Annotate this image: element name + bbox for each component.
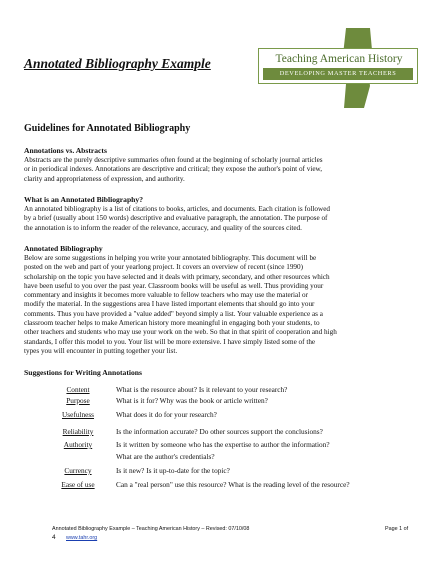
footer-text: Annotated Bibliography Example – Teaching American History – Revised: 07/10/08 xyxy=(52,526,250,532)
suggestion-term: Purpose xyxy=(66,396,90,405)
paragraph-line: clarity and appropriateness of expression, and authority. xyxy=(24,174,185,183)
suggestion-row xyxy=(50,466,420,478)
paragraph-line: posted on the web and part of your yearlong project. It covers an overview of recent (since 1990) xyxy=(24,263,304,272)
suggestion-term: Authority xyxy=(63,440,93,449)
logo-banner xyxy=(258,48,418,84)
section-title: Guidelines for Annotated Bibliography xyxy=(24,123,191,134)
what-is-paragraph xyxy=(24,205,424,233)
paragraph-line: comments. Thus you have provided a "value added" beyond simply a list. Your valuable experience as a xyxy=(24,309,323,318)
suggestion-description: What is the resource about? Is it relevant to your research? xyxy=(116,385,288,394)
suggestion-description: What is it for? Why was the book or article written? xyxy=(116,396,268,405)
logo-tagline: DEVELOPING MASTER TEACHERS xyxy=(263,68,413,80)
suggestion-description: What are the author's credentials? xyxy=(116,452,215,461)
suggestion-row xyxy=(50,396,420,408)
paragraph-line: An annotated bibliography is a list of citations to books, articles, and documents. Each citation is followed xyxy=(24,205,331,213)
teaching-american-history-logo xyxy=(258,28,418,108)
paragraph-line: by a brief (usually about 150 words) descriptive and evaluative paragraph, the annotation. The purpose of xyxy=(24,214,328,223)
suggestions-heading: Suggestions for Writing Annotations xyxy=(24,368,142,377)
suggestion-description: Is it new? Is it up-to-date for the topic? xyxy=(116,466,230,475)
suggestion-description: What does it do for your research? xyxy=(116,410,217,419)
suggestion-term: Content xyxy=(66,385,90,394)
paragraph-line: Below are some suggestions in helping you write your annotated bibliography. This document will be xyxy=(24,254,317,262)
paragraph-line: classroom teacher helps to make American history more meaningful in engaging both your students, to xyxy=(24,319,320,328)
suggestion-row xyxy=(50,452,420,464)
suggestion-description: Can a "real person" use this resource? What is the reading level of the resource? xyxy=(116,480,350,489)
suggestion-term: Ease of use xyxy=(61,480,95,489)
paragraph-line: have been useful to you over the past year. Classroom books will be useful as well. Thus providing your xyxy=(24,281,324,290)
page-label: Page 1 of xyxy=(385,526,409,532)
paragraph-line: Abstracts are the purely descriptive summaries often found at the beginning of scholarly journal articles xyxy=(24,156,323,164)
suggestion-term: Reliability xyxy=(62,427,94,436)
page-number: 4 xyxy=(52,534,56,541)
paragraph-line: scholarship on the topic you have selected and it deals with primary, secondary, and other resources which xyxy=(24,272,330,281)
suggestion-row xyxy=(50,480,420,492)
suggestion-row xyxy=(50,410,420,422)
annotations-vs-abstracts-heading: Annotations vs. Abstracts xyxy=(24,146,107,155)
suggestion-description: Is the information accurate? Do other sources support the conclusions? xyxy=(116,427,323,436)
paragraph-line: commentary and insights it becomes more valuable to fellow teachers who may use the material or xyxy=(24,291,309,300)
suggestion-row xyxy=(50,440,420,452)
suggestion-term: Currency xyxy=(64,466,92,475)
suggestion-description: Is it written by someone who has the expertise to author the information? xyxy=(116,440,330,449)
suggestion-row xyxy=(50,427,420,439)
paragraph-line: standards, I offer this model to you. Your list will be more extensive. I have simply listed some of the xyxy=(24,337,316,346)
paragraph-line: modify the material. In the suggestions area I have listed important elements that should go into your xyxy=(24,300,315,309)
logo-title: Teaching American History xyxy=(275,53,403,65)
document-title: Annotated Bibliography Example xyxy=(24,56,211,71)
suggestion-term: Usefulness xyxy=(61,410,95,419)
what-is-heading: What is an Annotated Bibliography? xyxy=(24,195,143,204)
paragraph-line: other teachers and students who may use your work on the web. So that in that spirit of cooperation and high xyxy=(24,328,337,337)
paragraph-line: the annotation is to inform the reader of the relevance, accuracy, and quality of the sources cited. xyxy=(24,223,302,232)
footer-link[interactable]: www.tahr.org xyxy=(66,535,98,541)
paragraph-line: types you will encounter in putting together your list. xyxy=(24,346,178,355)
paragraph-line: or in periodical indexes. Annotations are descriptive and critical; they expose the author's point of view, xyxy=(24,165,323,174)
annotations-vs-abstracts-paragraph xyxy=(24,156,424,184)
annotated-bibliography-heading: Annotated Bibliography xyxy=(24,244,103,253)
annotated-bibliography-paragraph xyxy=(24,254,424,356)
